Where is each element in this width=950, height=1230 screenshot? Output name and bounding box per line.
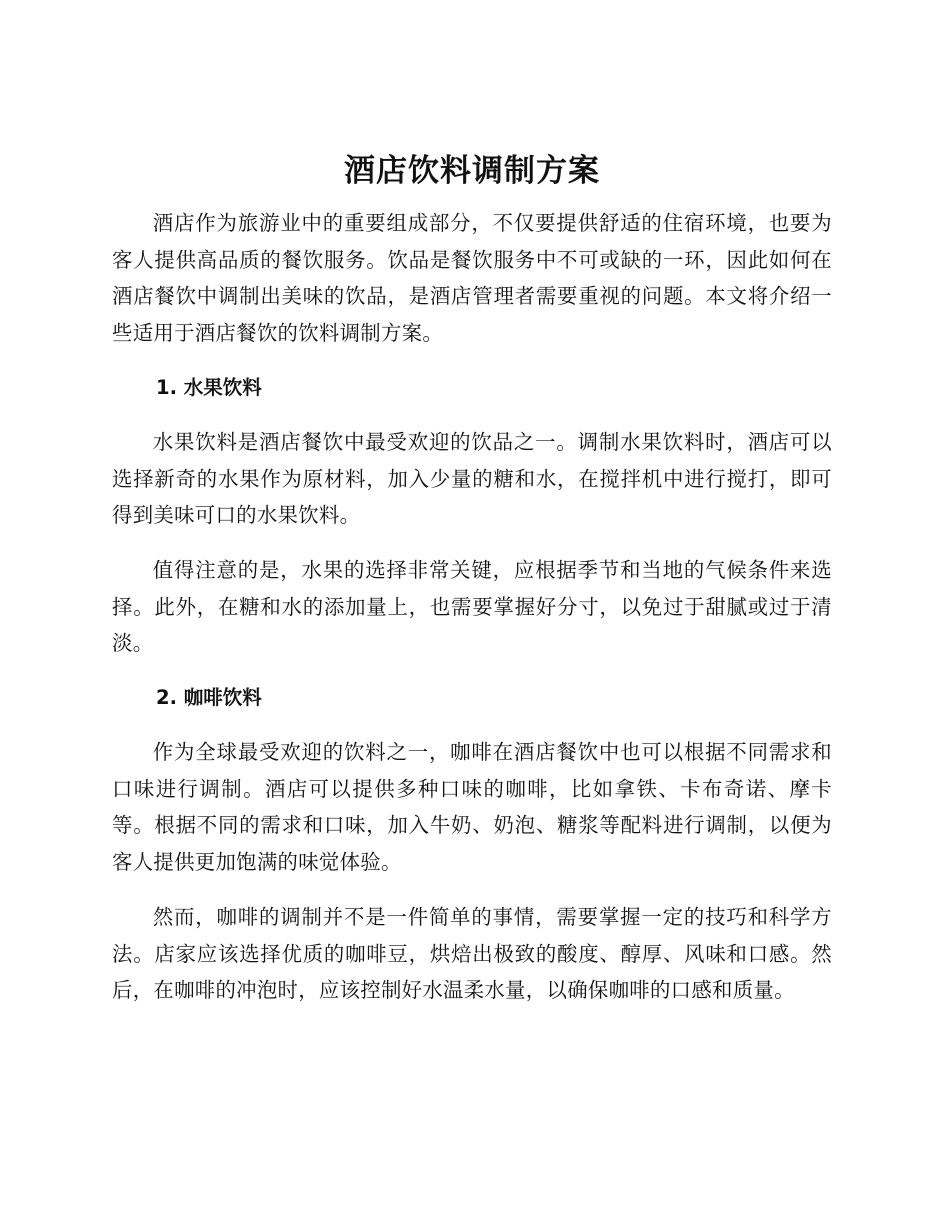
section-heading-fruit-drinks: 1. 水果饮料 xyxy=(156,375,262,399)
coffee-drinks-paragraph-2: 然而，咖啡的调制并不是一件简单的事情，需要掌握一定的技巧和科学方法。店家应该选择优质的咖啡豆，烘焙出极致的酸度、醇厚、风味和口感。然后，在咖啡的冲泡时，应该控制好水温柔水量，以确保咖啡的口感和质量。 xyxy=(112,904,832,1003)
coffee-drinks-paragraph-1: 作为全球最受欢迎的饮料之一，咖啡在酒店餐饮中也可以根据不同需求和口味进行调制。酒店可以提供多种口味的咖啡，比如拿铁、卡布奇诺、摩卡等。根据不同的需求和口味，加入牛奶、奶泡、糖浆等配料进行调制，以便为客人提供更加饱满的味觉体验。 xyxy=(112,740,832,875)
fruit-drinks-paragraph-2: 值得注意的是，水果的选择非常关键，应根据季节和当地的气候条件来选择。此外，在糖和水的添加量上，也需要掌握好分寸，以免过于甜腻或过于清淡。 xyxy=(112,557,832,656)
document-title: 酒店饮料调制方案 xyxy=(344,153,600,189)
document-body xyxy=(112,148,832,1009)
section-heading-coffee-drinks: 2. 咖啡饮料 xyxy=(156,686,262,710)
fruit-drinks-paragraph-1: 水果饮料是酒店餐饮中最受欢迎的饮品之一。调制水果饮料时，酒店可以选择新奇的水果作为原材料，加入少量的糖和水，在搅拌机中进行搅打，即可得到美味可口的水果饮料。 xyxy=(112,429,832,528)
intro-paragraph: 酒店作为旅游业中的重要组成部分，不仅要提供舒适的住宿环境，也要为客人提供高品质的餐饮服务。饮品是餐饮服务中不可或缺的一环，因此如何在酒店餐饮中调制出美味的饮品，是酒店管理者需要重视的问题。本文将介绍一些适用于酒店餐饮的饮料调制方案。 xyxy=(112,211,832,346)
